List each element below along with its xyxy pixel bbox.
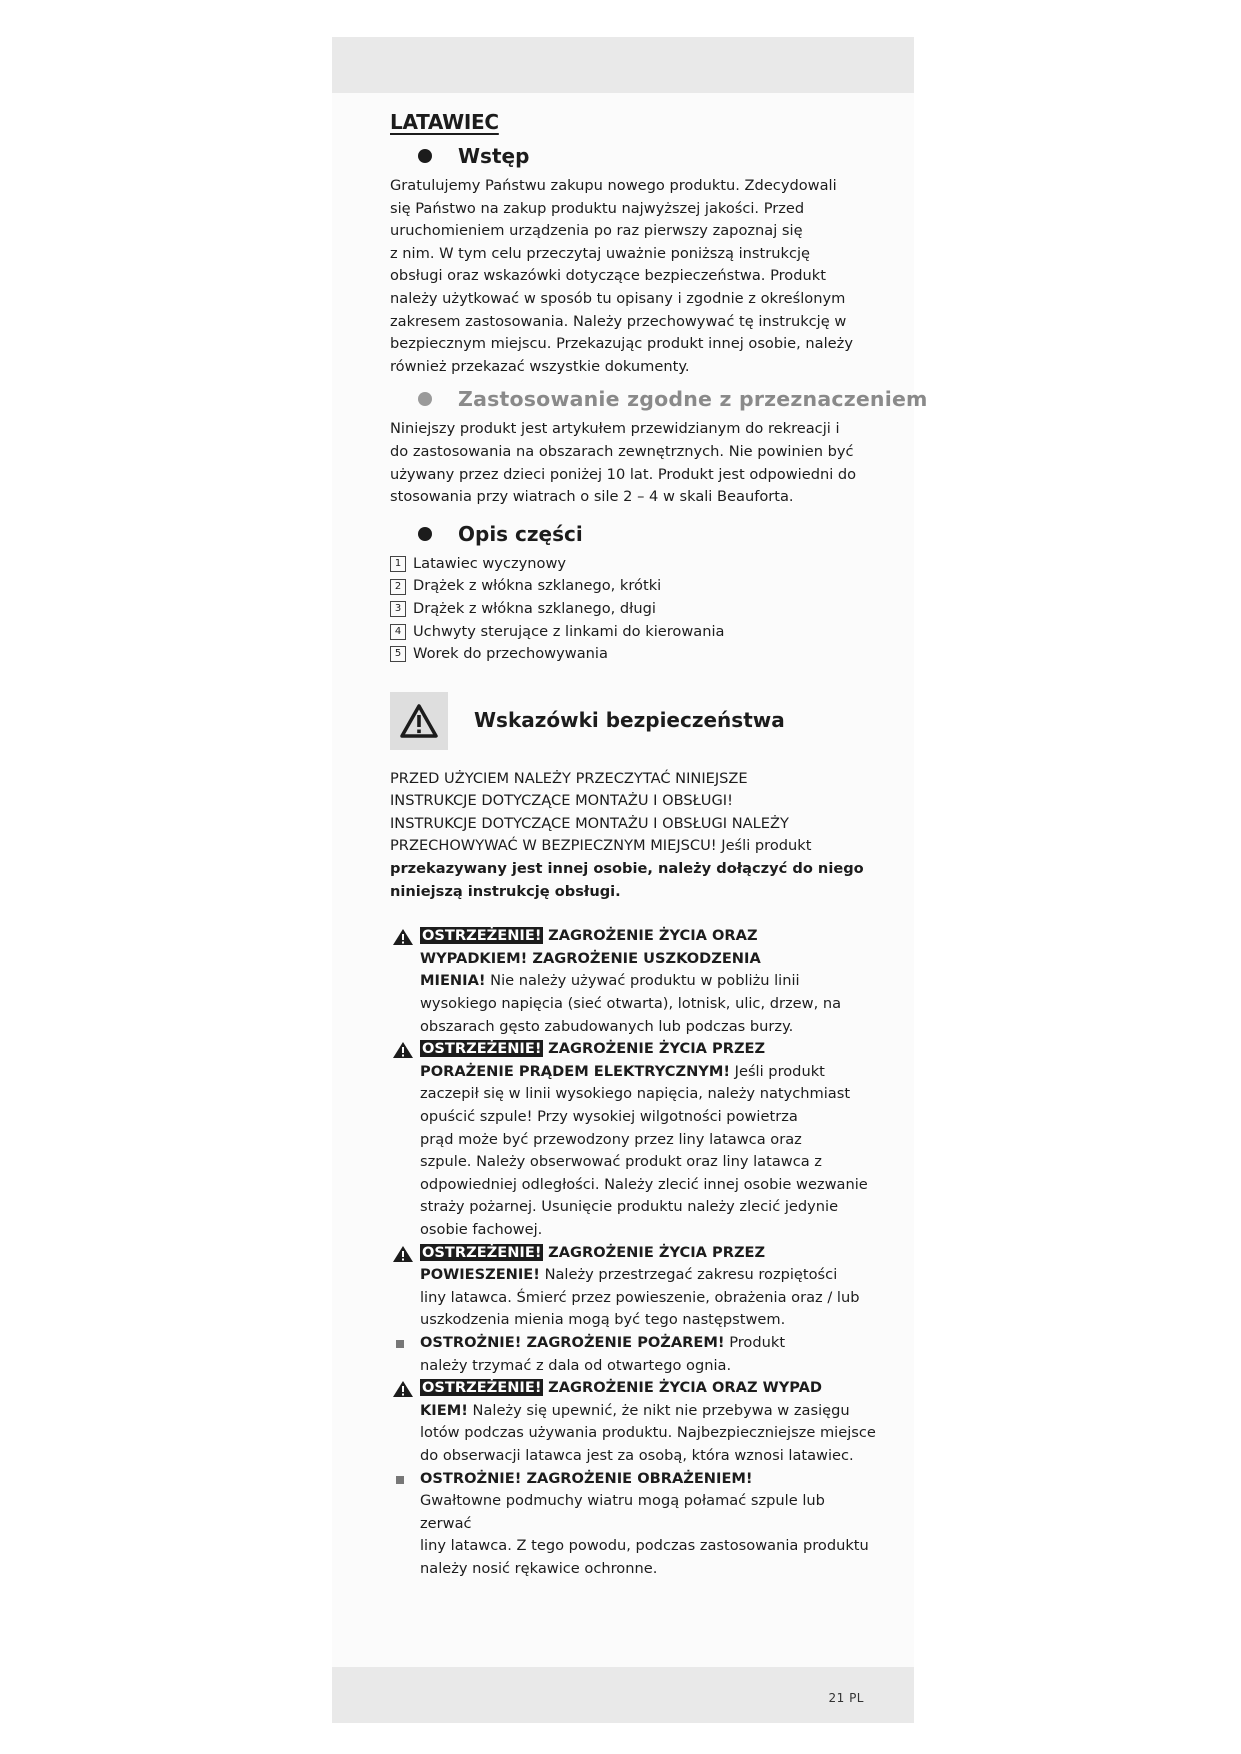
warning-text: Produkt [724,1333,786,1351]
text-line: INSTRUKCJE DOTYCZĄCE MONTAŻU I OBSŁUGI NALEŻY [390,814,789,832]
warning-triangle-icon [390,692,448,750]
warning-bold: OSTROŻNIE! ZAGROŻENIE POŻAREM! [420,1333,725,1351]
safety-intro [390,768,876,904]
text-line: uruchomieniem urządzenia po raz pierwszy zapoznaj się [390,222,803,240]
text-line: Gratulujemy Państwu zakupu nowego produktu. Zdecydowali [390,177,837,194]
warning-bold: PORAŻENIE PRĄDEM ELEKTRYCZNYM! [420,1062,731,1080]
part-label: Drążek z włókna szklanego, długi [413,599,656,617]
text-line: PRZECHOWYWAĆ W BEZPIECZNYM MIEJSCU! Jeśli produkt [390,837,812,855]
text-line: PRZED UŻYCIEM NALEŻY PRZECZYTAĆ NINIEJSZE [390,769,748,787]
warning-bold: MIENIA! [420,972,486,990]
text-line: obsługi oraz wskazówki dotyczące bezpieczeństwa. Produkt [390,267,826,285]
part-label: Latawiec wyczynowy [413,554,567,572]
warning-text: Gwałtowne podmuchy wiatru mogą połamać szpule lub zerwać [420,1492,825,1532]
warning-text: obszarach gęsto zabudowanych lub podczas burzy. [420,1017,794,1035]
part-label: Uchwyty sterujące z linkami do kierowania [413,622,725,640]
warning-tag: OSTRZEŻENIE! [422,1243,542,1261]
warning-text: straży pożarnej. Usunięcie produktu należy zlecić jedynie [420,1198,839,1216]
warning-tag: OSTRZEŻENIE! [422,1379,542,1397]
warning-item [390,925,876,1038]
text-line: się Państwo na zakup produktu najwyższej jakości. Przed [390,199,805,217]
warnings-list [390,925,876,1580]
warning-item [390,1038,876,1241]
square-bullet-icon [396,1340,404,1348]
part-number: 5 [390,646,406,662]
section-heading-parts [418,521,876,547]
bullet-dot-icon [418,392,432,406]
warning-tag: OSTRZEŻENIE! [422,1040,542,1058]
bullet-dot-icon [418,527,432,541]
list-item [390,553,876,576]
text-line: bezpiecznym miejscu. Przekazując produkt innej osobie, należy [390,335,853,353]
parts-heading-text: Opis części [458,521,583,546]
warning-bold: OSTROŻNIE! ZAGROŻENIE OBRAŻENIEM! [420,1469,753,1487]
list-item [390,621,876,644]
warning-bold: KIEM! [420,1401,468,1419]
text-line: należy użytkować w sposób tu opisany i zgodnie z określonym [390,289,846,307]
warning-text: zaczepił się w linii wysokiego napięcia, należy natychmiast [420,1085,851,1103]
warning-text: Nie należy używać produktu w pobliżu linii [485,972,800,990]
parts-list [390,553,876,666]
warning-small-icon [392,1380,414,1398]
warning-bold: WYPADKIEM! ZAGROŻENIE USZKODZENIA [420,949,761,967]
text-line: INSTRUKCJE DOTYCZĄCE MONTAŻU I OBSŁUGI! [390,792,733,810]
manual-page [332,37,928,1721]
list-item [390,575,876,598]
intro-heading-text: Wstęp [458,144,530,168]
warning-text: uszkodzenia mienia mogą być tego następstwem. [420,1311,786,1329]
list-item [390,598,876,621]
warning-text: wysokiego napięcia (sieć otwarta), lotnisk, ulic, drzew, na [420,995,842,1013]
text-line: stosowania przy wiatrach o sile 2 – 4 w skali Beauforta. [390,488,794,506]
warning-text: Należy się upewnić, że nikt nie przebywa w zasięgu [467,1401,850,1419]
caution-item [390,1468,876,1581]
text-line: przekazywany jest innej osobie, należy dołączyć do niego [390,860,864,878]
warning-text: należy trzymać z dala od otwartego ognia. [420,1356,732,1374]
header-band [332,37,914,93]
warning-small-icon [392,928,414,946]
warning-text: osobie fachowej. [420,1220,543,1238]
warning-tag: OSTRZEŻENIE! [422,927,542,945]
warning-bold: ZAGROŻENIE ŻYCIA PRZEZ [548,1243,766,1261]
warning-text: odpowiedniej odległości. Należy zlecić innej osobie wezwanie [420,1175,868,1193]
part-number: 1 [390,556,406,572]
warning-bold: ZAGROŻENIE ŻYCIA ORAZ [548,927,758,945]
warning-bold: ZAGROŻENIE ŻYCIA ORAZ WYPAD [548,1379,823,1397]
document-title: LATAWIEC [390,110,499,134]
text-line: również przekazać wszystkie dokumenty. [390,357,690,375]
caution-item [390,1332,876,1377]
text-line: do zastosowania na obszarach zewnętrznych. Nie powinien być [390,442,854,460]
list-item [390,643,876,666]
safety-header [390,692,876,750]
warning-text: szpule. Należy obserwować produkt oraz liny latawca z [420,1153,822,1171]
part-label: Drążek z włókna szklanego, krótki [413,577,662,595]
warning-item [390,1377,876,1467]
square-bullet-icon [396,1476,404,1484]
warning-small-icon [392,1245,414,1263]
bullet-dot-icon [418,149,432,163]
warning-text: opuścić szpule! Przy wysokiej wilgotności powietrza [420,1108,798,1125]
usage-paragraph [390,418,876,508]
warning-item [390,1242,876,1332]
text-line: z nim. W tym celu przeczytaj uważnie poniższą instrukcję [390,244,811,262]
part-number: 3 [390,601,406,617]
text-line: niniejszą instrukcję obsługi. [390,882,621,900]
warning-text: prąd może być przewodzony przez liny latawca oraz [420,1130,802,1148]
warning-small-icon [392,1041,414,1059]
intro-paragraph [390,175,876,378]
text-line: używany przez dzieci poniżej 10 lat. Produkt jest odpowiedni do [390,465,857,483]
warning-text: Jeśli produkt [730,1062,825,1080]
page-content [390,109,928,1580]
section-heading-intro [418,143,876,169]
usage-heading-text: Zastosowanie zgodne z przeznaczeniem [458,387,928,412]
warning-text: liny latawca. Śmierć przez powieszenie, obrażenia oraz / lub [420,1288,860,1306]
footer-band [332,1667,914,1723]
warning-text: liny latawca. Z tego powodu, podczas zastosowania produktu [420,1537,869,1555]
part-number: 2 [390,579,406,595]
section-heading-usage [418,386,928,412]
warning-text: do obserwacji latawca jest za osobą, która wznosi latawiec. [420,1446,854,1464]
warning-text: lotów podczas używania produktu. Najbezpieczniejsze miejsce [420,1424,876,1442]
part-number: 4 [390,624,406,640]
warning-bold: ZAGROŻENIE ŻYCIA PRZEZ [548,1040,766,1058]
part-label: Worek do przechowywania [413,645,608,663]
safety-heading: Wskazówki bezpieczeństwa [474,708,785,733]
text-line: zakresem zastosowania. Należy przechowywać tę instrukcję w [390,312,847,330]
text-line: Niniejszy produkt jest artykułem przewidzianym do rekreacji i [390,420,840,438]
warning-text: należy nosić rękawice ochronne. [420,1559,658,1577]
warning-bold: POWIESZENIE! [420,1266,540,1284]
warning-text: Należy przestrzegać zakresu rozpiętości [539,1266,838,1284]
page-number: 21 PL [828,1691,864,1705]
